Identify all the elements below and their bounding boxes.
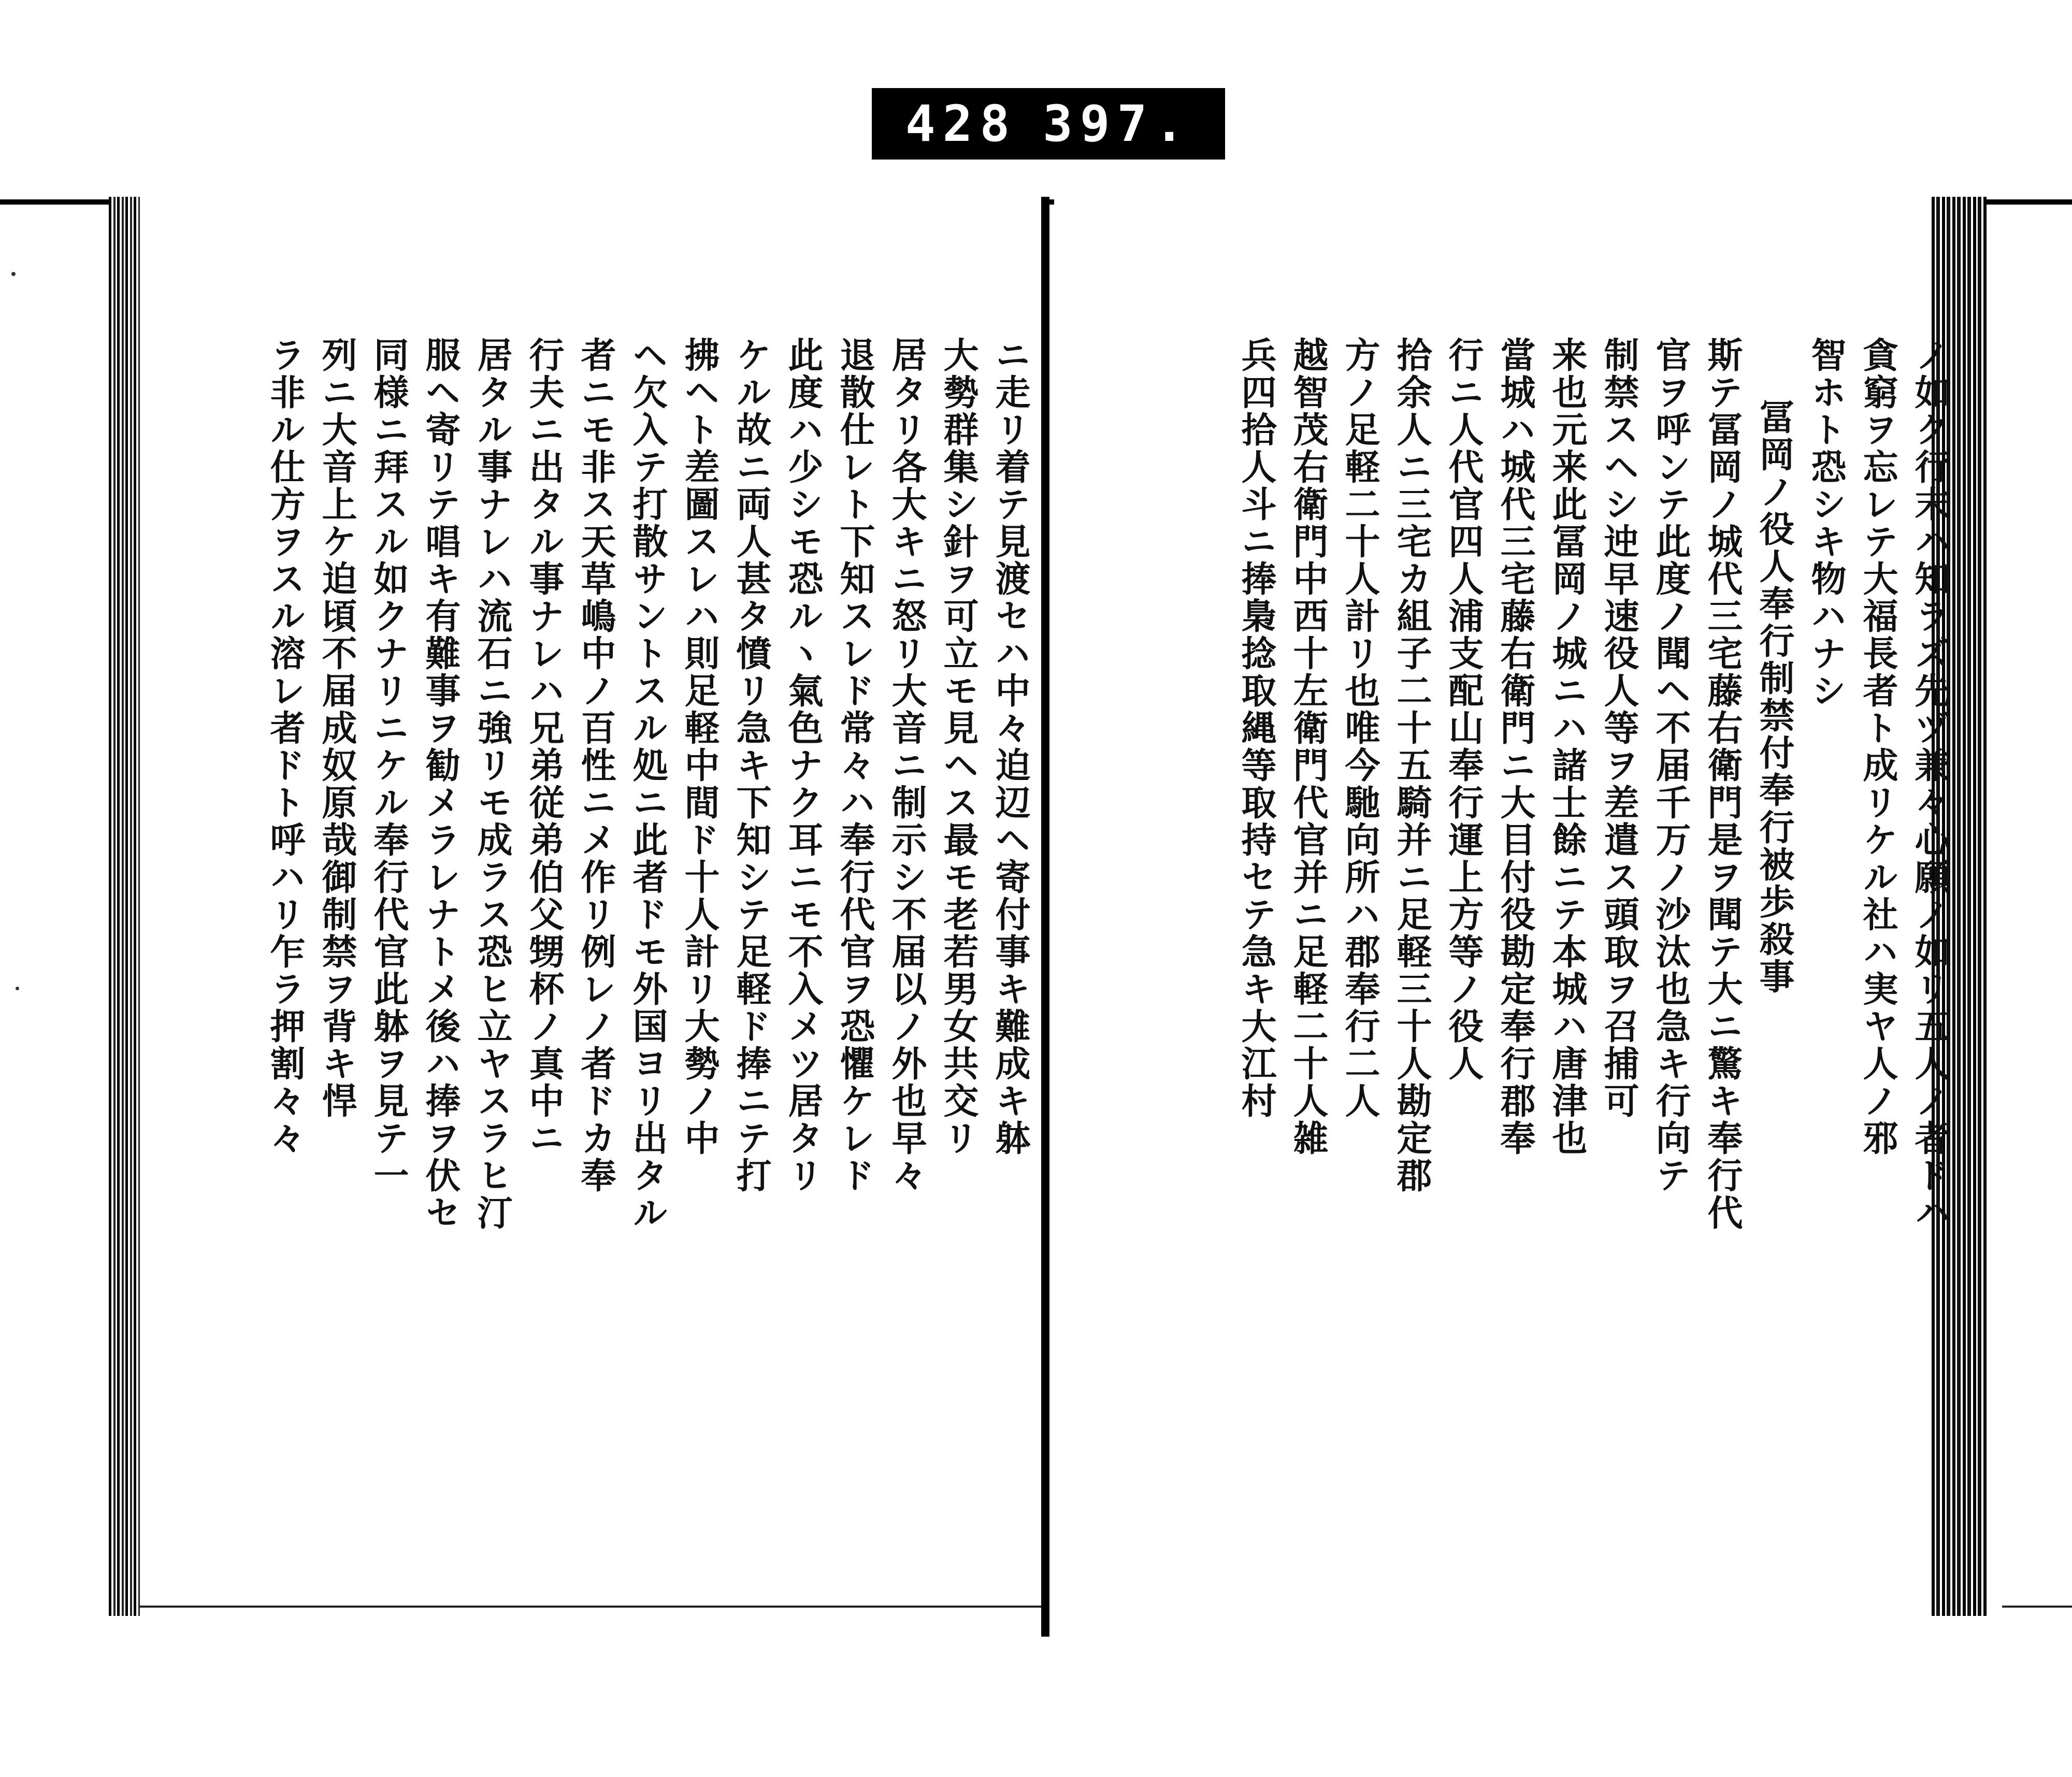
text-line: 居タリ各大キニ怒リ大音ニ制示シ不届以ノ外也早々 — [886, 337, 927, 1194]
text-line: 此度ハ少シモ恐ルヽ氣色ナク耳ニモ不入メツ居タリ — [782, 337, 824, 1194]
text-line: 行ニ人代官四人浦支配山奉行運上方等ノ役人 — [1443, 337, 1484, 1082]
text-line: 居タル事ナレハ流石ニ強リモ成ラス恐ヒ立ヤスラヒ汀 — [471, 337, 513, 1232]
text-line: ラ非ル仕方ヲスル溶レ者ドト呼ハリ乍ラ押割々々 — [264, 337, 306, 1157]
text-line: 方ノ足軽二十人計リ也唯今馳向所ハ郡奉行二人 — [1339, 337, 1380, 1120]
right-page — [1054, 197, 1987, 1626]
right-page-text — [1168, 337, 1955, 1580]
text-line: 服ヘ寄リテ唱キ有難事ヲ勧メラレナトメ後ハ捧ヲ伏セ — [420, 337, 461, 1232]
text-line: ニ走リ着テ見渡セハ中々迫辺ヘ寄付事キ難成キ躰 — [989, 337, 1031, 1157]
text-line: 来也元来此冨岡ノ城ニハ諸士餘ニテ本城ハ唐津也 — [1546, 337, 1588, 1157]
text-line: 者ニモ非ス天草嶋中ノ百性ニメ作リ例レノ者ドカ奉 — [575, 337, 616, 1194]
text-line: 拾余人ニ三宅カ組子二十五騎并ニ足軽三十人勘定郡 — [1391, 337, 1432, 1194]
text-line: 拂ヘト差圖スレハ則足軽中間ド十人計リ大勢ノ中 — [679, 337, 720, 1157]
frame-number-left: 428 — [905, 95, 1017, 153]
text-line: 大勢群集シ針ヲ可立モ見ヘス最モ老若男女共交リ — [938, 337, 979, 1157]
text-line: 行夫ニ出タル事ナレハ兄弟従弟伯父甥杯ノ真中ニ — [523, 337, 565, 1157]
text-line: 智ホト恐シキ物ハナシ — [1805, 337, 1847, 710]
left-page-edge — [109, 197, 140, 1616]
text-line: 貪窮ヲ忘レテ大福長者ト成リケル社ハ実ヤ人ノ邪 — [1857, 337, 1898, 1157]
text-line: 官ヲ呼ンテ此度ノ聞ヘ不届千万ノ沙汰也急キ行向テ — [1650, 337, 1691, 1194]
frame-number-right: 397. — [1042, 95, 1192, 153]
text-line: ケル故ニ両人甚タ憤リ急キ下知シテ足軽ド捧ニテ打 — [730, 337, 772, 1194]
section-heading: 冨岡ノ役人奉行制禁付奉行被歩殺事 — [1753, 399, 1795, 995]
left-page — [109, 197, 1046, 1626]
text-line: 越智茂右衛門中西十左衛門代官并ニ足軽二十人雑 — [1287, 337, 1329, 1157]
scan-speck — [11, 272, 16, 276]
scan-speck — [16, 987, 19, 990]
open-book — [109, 197, 2025, 1637]
text-line: 同様ニ拜スル如クナリニケル奉行代官此躰ヲ見テ一 — [368, 337, 409, 1194]
text-line: 制禁スヘシ迚早速役人等ヲ差遣ス頭取ヲ召捕可 — [1598, 337, 1639, 1120]
text-line: 兵四拾人斗ニ捧梟捻取縄等取持セテ急キ大江村 — [1235, 337, 1277, 1120]
text-line: ノ如ク行末ハ知ラズ先ヅ兼々心願ノ如リ五人ノ者ドハ — [1909, 337, 1950, 1232]
text-line: 斯テ冨岡ノ城代三宅藤右衛門是ヲ聞テ大ニ驚キ奉行代 — [1702, 337, 1743, 1232]
text-line: 當城ハ城代三宅藤右衛門ニ大目付役勘定奉行郡奉 — [1494, 337, 1536, 1157]
right-page-bottom-edge — [2002, 1595, 2072, 1608]
left-page-text — [166, 337, 1036, 1606]
text-line: 列ニ大音上ケ迫頃不届成奴原哉御制禁ヲ背キ悍 — [316, 337, 357, 1120]
microfilm-frame-label — [872, 88, 1225, 160]
book-spine — [1041, 197, 1049, 1637]
text-line: 退散仕レト下知スレド常々ハ奉行代官ヲ恐懼ケレド — [834, 337, 875, 1194]
text-line: ヘ欠入テ打散サントスル処ニ此者ドモ外国ヨリ出タル — [627, 337, 668, 1232]
